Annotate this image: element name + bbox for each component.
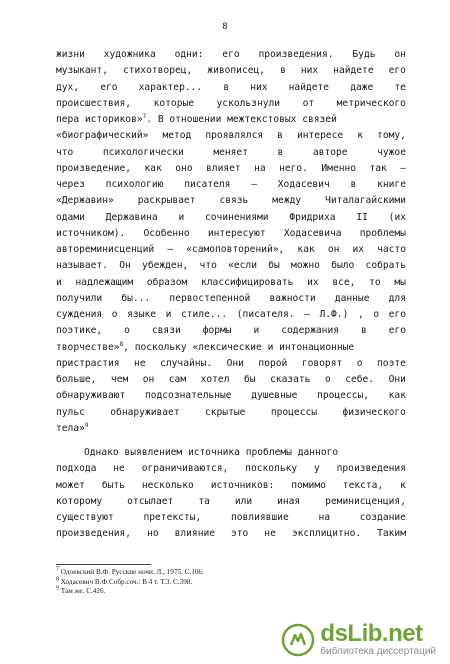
text-line-content <box>56 307 406 323</box>
word: – <box>304 309 310 320</box>
text-line-content <box>56 275 406 291</box>
watermark-subtitle: библиотека диссертаций <box>320 646 436 657</box>
word: называет. <box>56 260 108 272</box>
word: можно <box>291 260 320 272</box>
word: «самоповторений», <box>186 244 285 255</box>
word: повлиявшие <box>230 512 289 523</box>
word: Он <box>119 260 131 272</box>
word: у <box>314 463 320 475</box>
word: суждения <box>56 309 103 320</box>
word: физического <box>342 406 406 418</box>
word: которые <box>153 97 195 109</box>
word: не <box>264 528 276 540</box>
word: о <box>373 309 380 320</box>
footnote <box>56 587 356 597</box>
word: интересуют <box>207 227 266 239</box>
word: через <box>56 179 85 190</box>
word: то <box>369 276 381 288</box>
word: раскрывает <box>137 195 196 207</box>
word: себе. <box>345 374 375 385</box>
word: он <box>142 374 155 385</box>
word: его <box>222 49 240 60</box>
dslib-logo-icon <box>281 623 315 657</box>
word: музыкант, <box>56 65 108 77</box>
text-line-content <box>56 80 406 96</box>
word: о <box>124 325 130 337</box>
word: источников: <box>210 479 275 491</box>
word: не <box>113 463 125 475</box>
word: ускользнули <box>216 97 281 109</box>
word: обнаруживает <box>110 406 180 418</box>
word: Они <box>388 374 406 385</box>
word: образом <box>146 276 188 288</box>
word: текста, <box>342 479 384 491</box>
word: не <box>134 357 146 369</box>
word: те <box>394 81 406 93</box>
word: которому <box>56 495 103 507</box>
word: больше, <box>56 374 97 385</box>
word: пристрастия <box>56 357 120 369</box>
word: источником). <box>56 227 126 239</box>
text-line <box>56 226 406 242</box>
text-line-content <box>56 161 406 177</box>
word: что <box>199 260 217 272</box>
text-line-content <box>56 461 406 477</box>
word: все, <box>332 276 356 288</box>
word: – <box>251 179 257 190</box>
word: претексты, <box>143 512 202 523</box>
word: «если <box>228 260 257 272</box>
word: характер... <box>138 81 203 93</box>
text-line <box>56 388 406 404</box>
word: бы... <box>121 292 151 304</box>
text-line-content <box>56 63 406 79</box>
text-line <box>56 478 406 494</box>
word: меняет <box>213 146 248 158</box>
footnote-mark: 7 <box>56 566 59 573</box>
word: для <box>388 292 406 304</box>
word: поскольку <box>245 463 298 475</box>
text-line-content <box>56 210 406 226</box>
word: проявлялся <box>205 130 264 142</box>
word: , <box>357 309 364 320</box>
text-line <box>56 323 406 339</box>
word: его <box>388 65 406 77</box>
word: убежден, <box>142 260 189 272</box>
word: влияет <box>206 162 241 174</box>
text-line <box>56 161 406 177</box>
text-line-content <box>56 258 406 274</box>
word: «Державин» <box>56 195 114 207</box>
text-line <box>56 112 406 128</box>
word: одами <box>56 211 85 223</box>
word: одни: <box>174 49 204 60</box>
word: произведения. <box>258 49 334 60</box>
word: получили <box>56 292 103 304</box>
word: процессы, <box>317 390 370 402</box>
word: художника <box>103 49 156 60</box>
word: тому, <box>377 130 406 142</box>
word: стихотворец, <box>122 65 193 77</box>
word: к <box>357 130 364 142</box>
word: так <box>369 162 387 174</box>
text-line <box>56 421 406 437</box>
text-line <box>56 47 406 63</box>
word: он <box>394 49 406 60</box>
word: в <box>350 179 357 190</box>
word: и <box>56 276 62 288</box>
word: Державина <box>105 211 158 223</box>
word: чем <box>110 374 129 385</box>
word: Ходасевича <box>283 227 342 239</box>
word: их <box>307 276 319 288</box>
text-line-content <box>56 478 406 494</box>
word: влияние <box>174 528 216 540</box>
word: подхода <box>56 463 97 475</box>
word: в <box>360 325 367 337</box>
word: стиле... <box>180 309 228 320</box>
text-line <box>56 461 406 477</box>
word: (писателя. <box>236 309 295 320</box>
text-line-content <box>56 372 406 388</box>
word: Читалагайскими <box>325 195 406 207</box>
word: Ходасевич <box>277 179 330 190</box>
word: создание <box>359 512 406 523</box>
word: психологию <box>105 179 164 190</box>
text-line-content <box>56 510 406 526</box>
word: происшествия, <box>56 97 132 109</box>
text-line-content <box>56 145 406 161</box>
text-line-content <box>56 494 406 510</box>
word: них <box>250 81 268 93</box>
word: сказать <box>270 374 311 385</box>
word: в <box>280 65 286 77</box>
word: классифицировать <box>201 276 294 288</box>
text-line <box>56 372 406 388</box>
text-line <box>56 145 406 161</box>
word: сочинениями <box>205 211 269 223</box>
word: реминисценция, <box>325 495 406 507</box>
word: проблемы <box>359 227 406 239</box>
text-line-content <box>56 128 406 144</box>
word: формы <box>202 325 232 337</box>
word: как <box>144 162 162 174</box>
text-line-content <box>56 388 406 404</box>
text-line <box>56 445 406 461</box>
word: чужое <box>377 146 406 158</box>
text-line-content <box>56 193 406 209</box>
watermark-title: dsLib.net <box>320 620 423 647</box>
word: обнаруживают <box>56 390 126 402</box>
text-line-content <box>56 291 406 307</box>
word: и <box>253 325 260 337</box>
text-line <box>56 128 406 144</box>
word: помимо <box>291 479 326 491</box>
footnote <box>56 578 356 588</box>
word: Будь <box>352 49 376 60</box>
word: найдете <box>333 65 374 77</box>
text-line <box>56 193 406 209</box>
word: эксплицитно. <box>291 528 362 540</box>
word: о <box>324 374 331 385</box>
footnote-ref[interactable]: 8 <box>119 340 124 348</box>
footnote <box>56 568 356 578</box>
word: быть <box>101 479 125 491</box>
text-line-content <box>56 356 406 372</box>
text-line-content <box>56 177 406 193</box>
word: надлежащим <box>75 276 134 288</box>
word: в <box>277 130 283 142</box>
footnote-ref[interactable]: 7 <box>142 112 147 120</box>
word: поэтике, <box>56 325 103 337</box>
word: между <box>272 195 302 207</box>
text-line-content: тела» <box>56 422 85 434</box>
word: к <box>400 479 406 491</box>
text-line-content: , поскольку «лексические и интонационные <box>123 341 355 353</box>
text-line <box>56 258 406 274</box>
word: важности <box>269 292 316 304</box>
word: хотел <box>200 374 230 385</box>
text-line <box>56 405 406 421</box>
word: он <box>327 244 340 255</box>
word: первостепенной <box>169 292 251 304</box>
word: несколько <box>141 479 194 491</box>
word: и <box>165 309 172 320</box>
footnote-text: Одоевский В.Ф. Русские ночи. Л., 1975. С.106. <box>60 568 204 576</box>
word: писателя <box>184 179 231 190</box>
footnote-text: Там же. С.426. <box>60 587 106 595</box>
word: как <box>388 390 406 402</box>
word: автореминисценций <box>56 244 155 255</box>
footnote-mark: 8 <box>56 576 59 583</box>
word: метрического <box>336 97 406 109</box>
word: ограничиваются, <box>141 463 229 475</box>
paragraph-gap <box>56 437 406 445</box>
text-line <box>56 210 406 226</box>
text-line <box>56 96 406 112</box>
word: метод <box>162 130 192 142</box>
text-line-content <box>56 226 406 242</box>
text-line-content <box>56 242 406 258</box>
word: Фридриха <box>289 211 336 223</box>
word: II <box>356 211 368 223</box>
word: него. <box>279 162 308 174</box>
word: в <box>277 146 284 158</box>
footnote-mark: 9 <box>56 585 59 592</box>
word: та <box>198 495 210 507</box>
word: – <box>400 162 406 174</box>
word: собрать <box>365 260 406 272</box>
word: Они <box>226 357 244 369</box>
word: было <box>331 260 355 272</box>
word: пульс <box>56 406 85 418</box>
word: бы <box>243 374 256 385</box>
text-line-content: . В отношении межтекстовых связей <box>146 114 337 125</box>
word: на <box>318 512 331 523</box>
word: связь <box>219 195 249 207</box>
text-line <box>56 494 406 510</box>
word: и <box>178 211 185 223</box>
word: Именно <box>321 162 357 174</box>
text-line <box>56 275 406 291</box>
text-line-content <box>56 96 406 112</box>
word: его <box>100 81 118 93</box>
footnote-ref[interactable]: 9 <box>84 421 89 429</box>
word: произведения <box>336 463 406 475</box>
text-line-content <box>56 47 406 63</box>
word: «биографический» <box>56 130 149 142</box>
word: это <box>231 528 249 540</box>
text-line <box>56 510 406 526</box>
text-line <box>56 340 406 356</box>
text-line <box>56 526 406 542</box>
word: содержания <box>281 325 340 337</box>
word: говорят <box>301 357 343 369</box>
word: от <box>302 97 315 109</box>
footnotes <box>56 568 356 597</box>
text-line <box>56 291 406 307</box>
word: их <box>352 244 365 255</box>
watermark[interactable] <box>281 622 436 658</box>
word: авторе <box>312 146 348 158</box>
word: бы <box>268 260 280 272</box>
word: – <box>167 244 174 255</box>
text-line <box>56 356 406 372</box>
text-line <box>56 177 406 193</box>
word: подсознательные <box>144 390 232 402</box>
text-line-content: Однако выявлением источника проблемы данного <box>84 447 339 458</box>
page-number: 8 <box>222 22 228 32</box>
word: языке <box>127 309 157 320</box>
word: Таким <box>377 528 406 540</box>
word: существуют <box>56 512 114 523</box>
word: на <box>254 162 266 174</box>
word: сам <box>168 374 187 385</box>
word: найдете <box>288 81 330 93</box>
text-line-content: пера историков» <box>56 114 143 125</box>
word: произведение, <box>56 162 132 174</box>
word: о <box>111 309 118 320</box>
word: случайны. <box>160 357 213 369</box>
word: может <box>56 479 85 491</box>
word: процессы <box>270 406 318 418</box>
word: отсылает <box>127 495 174 507</box>
word: них <box>300 65 319 77</box>
word: в <box>223 81 230 93</box>
text-line <box>56 242 406 258</box>
word: его <box>388 325 406 337</box>
word: данные <box>334 292 370 304</box>
word: (их <box>388 211 406 223</box>
word: произведения, <box>56 528 132 540</box>
word: как <box>297 244 315 255</box>
word: или <box>234 495 253 507</box>
word: о <box>356 357 363 369</box>
text-line <box>56 307 406 323</box>
word: мы <box>394 276 406 288</box>
text-line-content <box>56 405 406 421</box>
word: Л.Ф.) <box>319 309 349 320</box>
word: скрытые <box>204 406 246 418</box>
text-line-content: творчестве» <box>56 341 120 353</box>
word: душевные <box>251 390 298 402</box>
footnote-divider <box>56 564 151 565</box>
text-line <box>56 80 406 96</box>
word: связи <box>151 325 181 337</box>
word: его <box>388 309 406 320</box>
word: иная <box>277 495 301 507</box>
body-text <box>56 47 406 543</box>
text-line <box>56 63 406 79</box>
word: но <box>147 528 159 540</box>
word: книге <box>377 179 406 190</box>
word: порой <box>258 357 288 369</box>
word: Особенно <box>143 227 190 239</box>
footnote-text: Ходасевич В.Ф.Собр.соч.: В 4 т. Т.3. С.398. <box>60 577 193 586</box>
word: поэте <box>377 357 406 369</box>
word: часто <box>377 244 406 255</box>
text-line-content <box>56 323 406 339</box>
word: даже <box>350 81 374 93</box>
word: что <box>56 146 74 158</box>
text-line-content <box>56 526 406 542</box>
word: интересе <box>296 130 344 142</box>
word: оно <box>175 162 193 174</box>
word: психологически <box>102 146 184 158</box>
word: жизни <box>56 49 85 60</box>
word: живописец, <box>207 65 266 77</box>
word: дух, <box>56 81 80 93</box>
